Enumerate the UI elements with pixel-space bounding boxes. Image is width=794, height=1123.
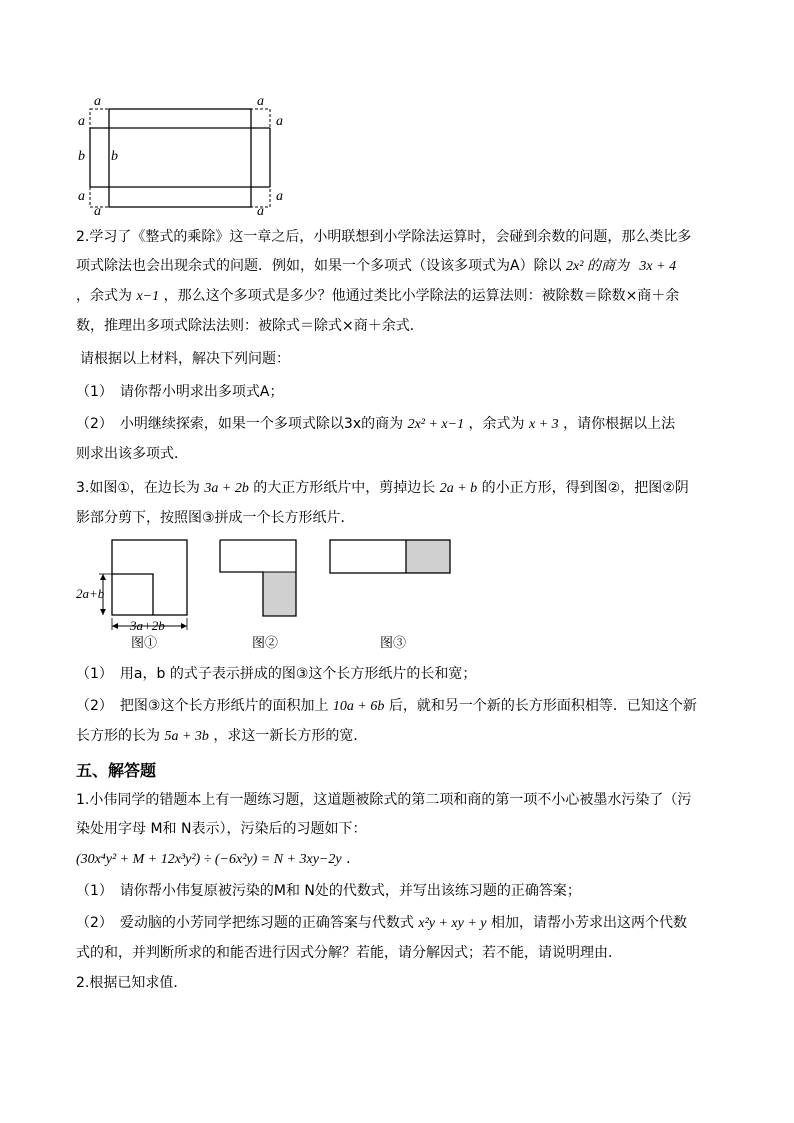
label-a-top-left: a [94, 94, 101, 109]
label-a-left-lower: a [78, 189, 85, 204]
q3-sub-2-cont: 长方形的长为 5a + 3b ，求这一新长方形的宽． [76, 728, 368, 744]
s5-q1-line-1: 1.小伟同学的错题本上有一题练习题，这道题被除式的第二项和商的第一项不小心被墨水污染了（污 [76, 792, 692, 808]
s5-q1-sub-2: （2） 爱动脑的小芳同学把练习题的正确答案与代数式 x²y + xy + y 相加，请帮小芳求出这两个代数 [76, 915, 687, 931]
fig1-side-label: 2a+b [76, 586, 105, 601]
fig3-caption: 图③ [380, 635, 407, 650]
s5-q1-line-2: 染处用字母 M和 N表示），污染后的习题如下： [76, 821, 367, 837]
q2-line-1: 2.学习了《整式的乘除》这一章之后，小明联想到小学除法运算时，会碰到余数的问题，那么类比多 [76, 229, 692, 245]
q3-sub-1: （1） 用a，b 的式子表示拼成的图③这个长方形纸片的长和宽； [76, 666, 477, 682]
q2-line-3: ，余式为 x−1 ，那么这个多项式是多少？他通过类比小学除法的运算法则：被除数＝除数×商＋余 [76, 288, 680, 304]
s5-q1-sub-2-cont: 式的和，并判断所求的和能否进行因式分解？若能，请分解因式；若不能，请说明理由． [76, 945, 622, 961]
q2-line-2: 项式除法也会出现余式的问题．例如，如果一个多项式（设该多项式为A）除以 2x² 的商为 3x + 4 [76, 258, 677, 274]
q2-sub-2: （2） 小明继续探索，如果一个多项式除以3x的商为 2x² + x−1 ，余式为 x + 3 ，请你根据以上法 [76, 416, 676, 432]
label-a-right-upper: a [276, 114, 283, 129]
q2-remainder: x−1 [136, 289, 160, 304]
s5-q2-line-1: 2.根据已知求值． [76, 975, 188, 991]
fig2-caption: 图② [252, 635, 279, 650]
corner-squares-figure [72, 92, 294, 218]
label-a-left-upper: a [78, 114, 85, 129]
label-b-inner: b [111, 149, 118, 164]
figure-2-l-shape [218, 538, 300, 618]
q3-sub-2: （2） 把图③这个长方形纸片的面积加上 10a + 6b 后，就和另一个新的长方形面积相等．已知这个新 [76, 698, 697, 714]
fig1-caption: 图① [131, 635, 158, 650]
q2-sub-1: （1） 请你帮小明求出多项式A； [76, 384, 284, 400]
label-a-top-right: a [257, 94, 264, 109]
section-5-title: 五、解答题 [76, 761, 157, 780]
fig1-bottom-label: 3a+2b [130, 618, 165, 633]
label-a-right-lower: a [276, 189, 283, 204]
q3-line-2: 影部分剪下，按照图③拼成一个长方形纸片． [76, 510, 355, 526]
s5-q1-equation: (30x⁴y² + M + 12x³y²) ÷ (−6x²y) = N + 3xy−2y ． [76, 851, 361, 867]
q2-line-4: 数，推理出多项式除法法则：被除式＝除式×商＋余式． [76, 318, 424, 334]
q2-quotient: 3x + 4 [639, 259, 677, 274]
q2-line-5: 请根据以上材料，解决下列问题： [80, 351, 290, 367]
s5-q1-sub-1: （1） 请你帮小伟复原被污染的M和 N处的代数式，并写出该练习题的正确答案； [76, 883, 581, 899]
figure-3-rectangle [328, 538, 454, 576]
label-a-bottom-left: a [94, 204, 101, 219]
q3-line-1: 3.如图①，在边长为 3a + 2b 的大正方形纸片中，剪掉边长 2a + b 的小正方形，得到图②，把图②阴 [76, 480, 689, 496]
q2-divisor: 2x² 的商为 [566, 259, 629, 274]
label-a-bottom-right: a [257, 204, 264, 219]
label-b-left: b [78, 149, 85, 164]
q2-sub-2-cont: 则求出该多项式． [76, 446, 188, 462]
